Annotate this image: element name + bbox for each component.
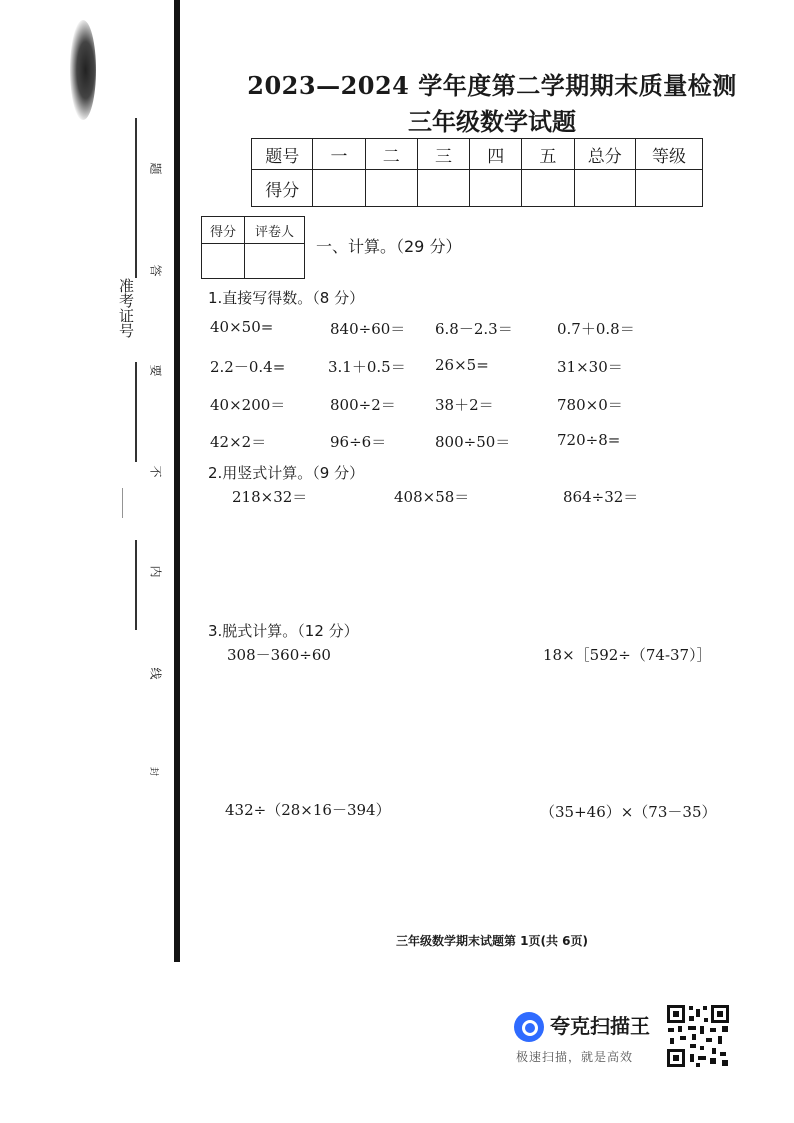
part-3-title: 3.脱式计算。（12 分） xyxy=(208,622,359,640)
score-cell[interactable] xyxy=(313,170,365,207)
score-cell[interactable] xyxy=(522,170,574,207)
grader-name-cell[interactable] xyxy=(245,244,305,279)
binding-blank: _____ xyxy=(122,488,136,518)
oral-calc-item: 38＋2＝ xyxy=(435,396,494,414)
score-cell[interactable] xyxy=(635,170,702,207)
binding-underline-bottom xyxy=(135,540,137,630)
score-header: 一 xyxy=(313,139,365,170)
grader-score-cell[interactable] xyxy=(202,244,245,279)
oral-calc-item: 0.7＋0.8＝ xyxy=(557,320,635,338)
grader-box xyxy=(201,216,305,279)
oral-calc-item: 720÷8= xyxy=(557,431,621,449)
seal-char-2: 答 xyxy=(148,264,163,277)
score-cell[interactable] xyxy=(365,170,417,207)
score-header: 二 xyxy=(365,139,417,170)
binding-underline-top xyxy=(135,118,137,278)
oral-calc-item: 800÷2＝ xyxy=(330,396,396,414)
oral-calc-item: 800÷50＝ xyxy=(435,433,511,451)
oral-calc-item: 3.1＋0.5＝ xyxy=(328,358,406,376)
score-cell[interactable] xyxy=(574,170,635,207)
stepwise-calc-item: 18×［592÷（74-37）］ xyxy=(543,646,712,664)
exam-subtitle: 三年级数学试题 xyxy=(408,107,576,136)
vertical-calc-item: 218×32＝ xyxy=(232,488,308,506)
stepwise-calc-item: 432÷（28×16－394） xyxy=(225,801,391,819)
seal-char-6: 线 xyxy=(148,667,163,680)
oral-calc-item: 26×5= xyxy=(435,356,489,374)
oral-calc-item: 840÷60＝ xyxy=(330,320,406,338)
vertical-calc-item: 864÷32＝ xyxy=(563,488,639,506)
vertical-calc-item: 408×58＝ xyxy=(394,488,470,506)
exam-number-label: 准考证号 xyxy=(117,278,135,338)
oral-calc-item: 40×200＝ xyxy=(210,396,286,414)
score-cell[interactable] xyxy=(470,170,522,207)
score-table xyxy=(251,138,703,207)
scan-smudge xyxy=(70,20,96,120)
score-header: 总分 xyxy=(574,139,635,170)
oral-calc-item: 6.8－2.3＝ xyxy=(435,320,513,338)
grader-name-label: 评卷人 xyxy=(245,217,305,244)
seal-char-3: 要 xyxy=(148,364,163,377)
seal-char-5: 内 xyxy=(148,565,163,578)
scanner-slogan: 极速扫描，就是高效 xyxy=(516,1050,634,1064)
qr-code-icon xyxy=(666,1004,730,1068)
grader-score-label: 得分 xyxy=(202,217,245,244)
seal-char-7: 封 xyxy=(148,766,159,777)
oral-calc-item: 780×0＝ xyxy=(557,396,623,414)
oral-calc-item: 42×2＝ xyxy=(210,433,267,451)
score-header: 等级 xyxy=(635,139,702,170)
scanner-brand: 夸克扫描王 xyxy=(550,1014,650,1038)
oral-calc-item: 40×50= xyxy=(210,318,274,336)
oral-calc-item: 2.2－0.4= xyxy=(210,358,286,376)
scanner-logo-icon xyxy=(514,1012,544,1042)
oral-calc-item: 96÷6＝ xyxy=(330,433,387,451)
score-header: 五 xyxy=(522,139,574,170)
section-1-title: 一、计算。（29 分） xyxy=(316,237,462,256)
page-footer: 三年级数学期末试题第 1页(共 6页) xyxy=(395,934,589,948)
binding-bar xyxy=(174,0,180,962)
score-row-label: 得分 xyxy=(252,170,313,207)
exam-title: 2023—2024 学年度第二学期期末质量检测 xyxy=(247,71,737,100)
stepwise-calc-item: （35+46）×（73－35） xyxy=(540,803,717,821)
part-1-title: 1.直接写得数。（8 分） xyxy=(208,289,365,307)
score-header: 题号 xyxy=(252,139,313,170)
part-2-title: 2.用竖式计算。（9 分） xyxy=(208,464,365,482)
seal-char-1: 题 xyxy=(148,162,163,175)
score-header: 四 xyxy=(470,139,522,170)
oral-calc-item: 31×30＝ xyxy=(557,358,623,376)
seal-char-4: 不 xyxy=(148,465,163,478)
score-cell[interactable] xyxy=(417,170,469,207)
score-header: 三 xyxy=(417,139,469,170)
stepwise-calc-item: 308－360÷60 xyxy=(227,646,331,664)
binding-underline-mid xyxy=(135,362,137,462)
